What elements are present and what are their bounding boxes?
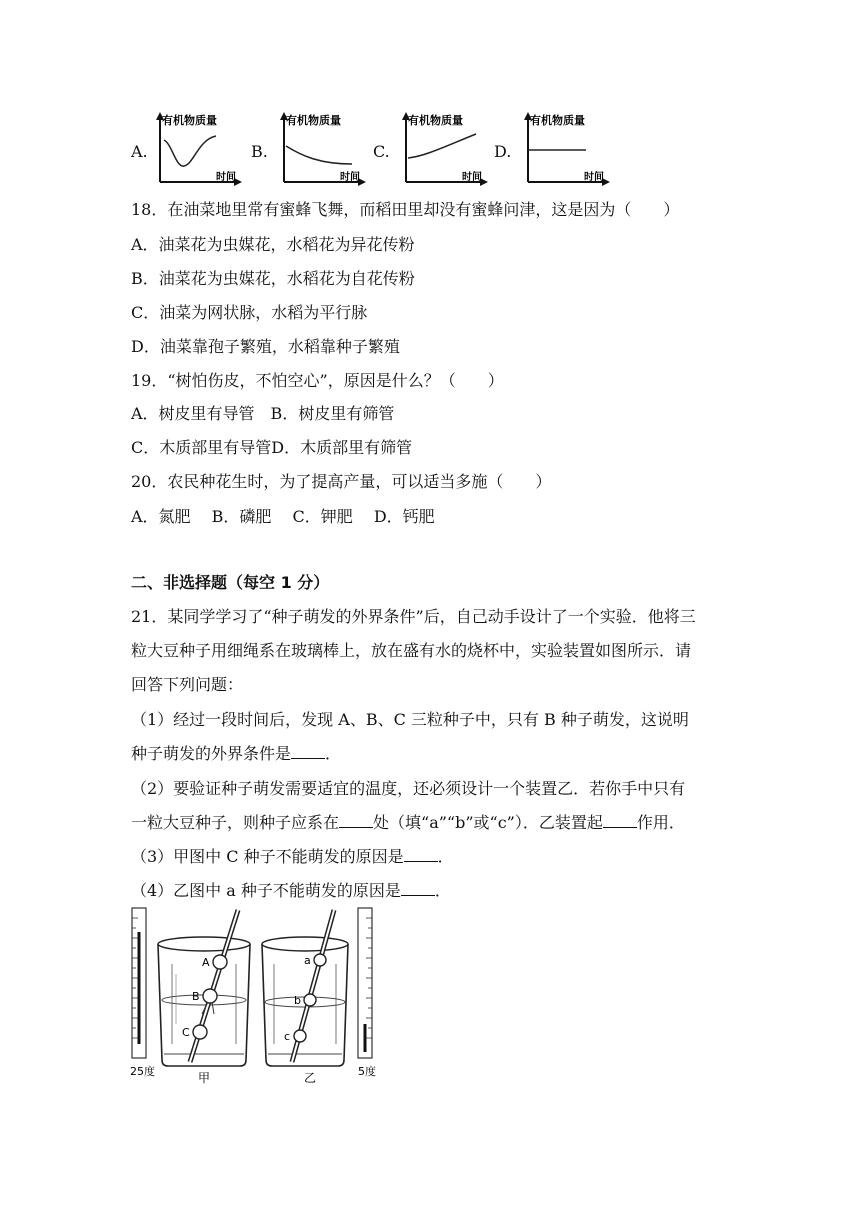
graph-a bbox=[150, 110, 245, 186]
graph-c-ylabel: 有机物质量 bbox=[408, 114, 463, 127]
answer-blank[interactable] bbox=[339, 813, 373, 828]
graph-d bbox=[518, 110, 613, 186]
graph-b-ylabel: 有机物质量 bbox=[286, 114, 341, 127]
graph-d-ylabel: 有机物质量 bbox=[530, 114, 585, 127]
seed-label-a: a bbox=[304, 954, 311, 967]
q20-stem: 20．农民种花生时，为了提高产量，可以适当多施（ ） bbox=[131, 472, 552, 491]
seed-label-B: B bbox=[192, 990, 200, 1003]
q21-part3-text: （3）甲图中 C 种子不能萌发的原因是 bbox=[131, 847, 404, 866]
q21-part3-end: ． bbox=[437, 847, 454, 866]
seed-label-b: b bbox=[294, 994, 301, 1007]
q19-stem: 19．“树怕伤皮，不怕空心”，原因是什么？（ ） bbox=[131, 371, 504, 390]
answer-blank[interactable] bbox=[603, 813, 637, 828]
answer-blank[interactable] bbox=[401, 881, 435, 896]
experiment-figure bbox=[128, 904, 380, 1084]
option-d-letter: D. bbox=[494, 142, 512, 161]
graph-b-xlabel: 时间 bbox=[340, 172, 360, 183]
seed-label-A: A bbox=[202, 956, 210, 969]
q21-part2-text-c: 作用． bbox=[636, 813, 685, 832]
beaker-left-label: 甲 bbox=[198, 1071, 211, 1084]
right-temp-label: 5度 bbox=[358, 1065, 376, 1078]
q21-part3 bbox=[131, 847, 454, 867]
q21-part2-text-a: 一粒大豆种子，则种子应系在 bbox=[131, 813, 340, 832]
answer-blank[interactable] bbox=[404, 847, 438, 862]
q21-intro-line3: 回答下列问题： bbox=[131, 675, 244, 694]
beaker-right-label: 乙 bbox=[304, 1071, 317, 1084]
thermometer-left bbox=[132, 908, 146, 1058]
seed-label-C: C bbox=[182, 1026, 190, 1039]
q18-option-c: C．油菜为网状脉，水稻为平行脉 bbox=[131, 303, 368, 322]
beaker-right bbox=[262, 910, 348, 1066]
q21-part4 bbox=[131, 881, 451, 901]
q21-intro-line2: 粒大豆种子用细绳系在玻璃棒上，放在盛有水的烧杯中，实验装置如图所示．请 bbox=[131, 641, 692, 660]
q21-part2-line1: （2）要验证种子萌发需要适宜的温度，还必须设计一个装置乙．若你手中只有 bbox=[131, 779, 686, 798]
q19-options-line1: A．树皮里有导管 B．树皮里有筛管 bbox=[131, 404, 395, 423]
thermometer-right bbox=[358, 908, 372, 1058]
q21-part4-end: ． bbox=[434, 881, 451, 900]
graph-b bbox=[274, 110, 369, 186]
q21-part4-text: （4）乙图中 a 种子不能萌发的原因是 bbox=[131, 881, 401, 900]
left-temp-label: 25度 bbox=[130, 1065, 155, 1078]
q21-intro-line1: 21．某同学学习了“种子萌发的外界条件”后，自己动手设计了一个实验．他将三 bbox=[131, 607, 696, 626]
graph-d-xlabel: 时间 bbox=[584, 172, 604, 183]
q20-options: A．氮肥 B．磷肥 C．钾肥 D．钙肥 bbox=[131, 507, 435, 526]
graph-a-ylabel: 有机物质量 bbox=[162, 114, 217, 127]
q18-option-a: A．油菜花为虫媒花，水稻花为异花传粉 bbox=[131, 235, 415, 254]
q18-stem: 18．在油菜地里常有蜜蜂飞舞，而稻田里却没有蜜蜂问津，这是因为（ ） bbox=[131, 200, 680, 219]
answer-blank[interactable] bbox=[291, 744, 325, 759]
graph-c-xlabel: 时间 bbox=[462, 172, 482, 183]
q19-options-line2: C．木质部里有导管D．木质部里有筛管 bbox=[131, 438, 413, 457]
q18-option-d: D．油菜靠孢子繁殖，水稻靠种子繁殖 bbox=[131, 337, 400, 356]
graph-a-xlabel: 时间 bbox=[216, 172, 236, 183]
q21-part2-text-b: 处（填“a”“b”或“c”）．乙装置起 bbox=[373, 813, 603, 832]
q18-option-b: B．油菜花为虫媒花，水稻花为自花传粉 bbox=[131, 269, 415, 288]
beaker-left bbox=[158, 910, 250, 1066]
q21-part1-end: ． bbox=[325, 744, 342, 763]
section-title: 二、非选择题（每空 1 分） bbox=[131, 573, 330, 592]
option-b-letter: B. bbox=[251, 142, 268, 161]
q21-part2-line2 bbox=[131, 813, 685, 833]
option-a-letter: A. bbox=[131, 142, 148, 161]
q21-part1-line2 bbox=[131, 744, 341, 764]
option-c-letter: C. bbox=[373, 142, 390, 161]
q21-part1-text: 种子萌发的外界条件是 bbox=[131, 744, 292, 763]
seed-label-c: c bbox=[284, 1030, 291, 1043]
graph-c bbox=[396, 110, 491, 186]
q21-part1-line1: （1）经过一段时间后，发现 A、B、C 三粒种子中，只有 B 种子萌发，这说明 bbox=[131, 710, 689, 729]
